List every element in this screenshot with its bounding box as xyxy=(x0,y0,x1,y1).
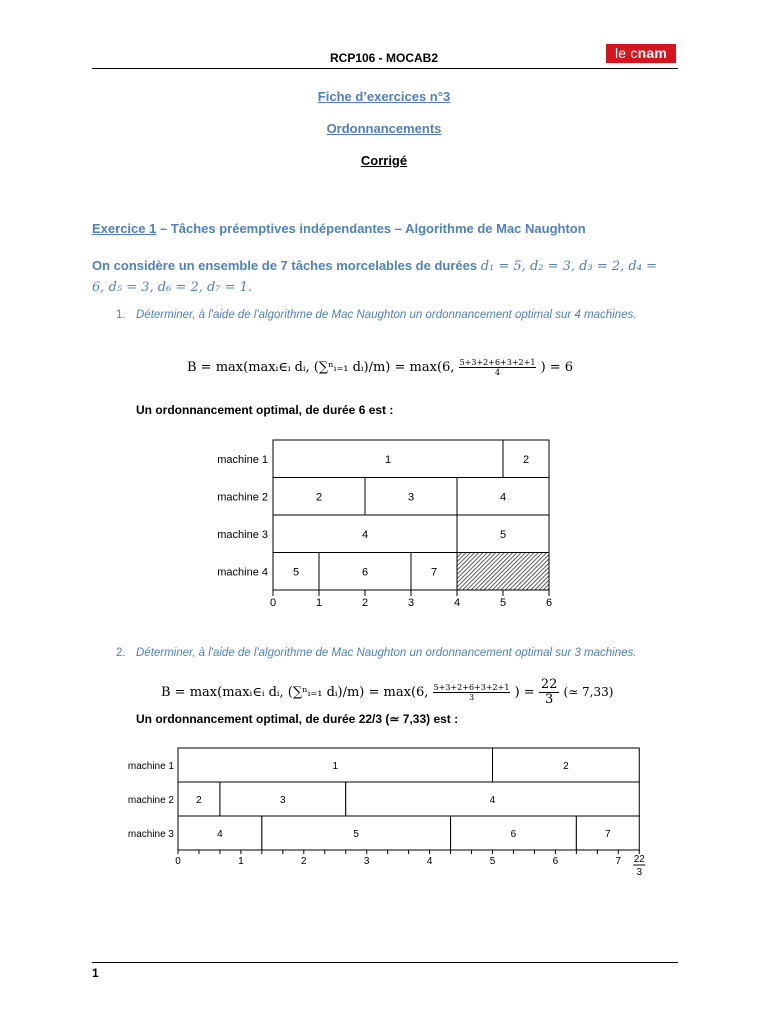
g2-tick-label: 6 xyxy=(552,856,559,867)
g2-machine-label-2: machine 2 xyxy=(127,795,174,806)
q1-result-label: Un ordonnancement optimal, de durée 6 est : xyxy=(136,403,394,417)
g2-task-label: 1 xyxy=(332,761,339,772)
formula-1-fraction xyxy=(459,358,537,377)
g2-end-label-den: 3 xyxy=(636,867,643,878)
g1-task-label: 7 xyxy=(430,566,438,579)
g1-machine-label-3: machine 3 xyxy=(217,528,268,541)
formula-2-right: (≃ 7,33) xyxy=(563,685,614,699)
formula-2 xyxy=(161,678,613,707)
g1-task-label: 5 xyxy=(292,566,300,579)
logo-text-part-2: nam xyxy=(637,45,667,61)
exercise-1-title: – Tâches préemptives indépendantes – Algorithme de Mac Naughton xyxy=(156,221,586,236)
cnam-logo xyxy=(606,44,676,63)
gantt-chart-4-machines xyxy=(200,432,570,617)
g1-machine-label-2: machine 2 xyxy=(217,491,268,504)
formula-1-left: B = max(maxᵢ∈ᵢ dᵢ, (∑ⁿᵢ₌₁ dᵢ)/m) = max(6, xyxy=(187,360,455,375)
g2-tick-label: 4 xyxy=(426,856,433,867)
g2-task-label: 4 xyxy=(217,829,223,840)
formula-2-left: B = max(maxᵢ∈ᵢ dᵢ, (∑ⁿᵢ₌₁ dᵢ)/m) = max(6, xyxy=(161,685,429,700)
exercise-1-intro xyxy=(92,256,678,298)
logo-text-part-1: le c xyxy=(615,45,638,61)
g1-task-label: 4 xyxy=(499,491,507,504)
q2-result-label: Un ordonnancement optimal, de durée 22/3 (≃ 7,33) est : xyxy=(136,712,459,726)
g2-machine-label-3: machine 3 xyxy=(127,829,174,840)
durations-line-1: d₁ = 5, d₂ = 3, d₃ = 2, d₄ = xyxy=(480,259,657,274)
formula-1 xyxy=(187,358,573,377)
g1-tick-label: 5 xyxy=(499,597,507,609)
g2-tick-label: 0 xyxy=(175,856,181,867)
topic-title: Ordonnancements xyxy=(326,121,442,136)
g1-tick-label: 2 xyxy=(361,597,369,609)
g2-task-label: 3 xyxy=(280,795,286,806)
g1-machine-label-4: machine 4 xyxy=(217,566,268,579)
g1-task-label: 2 xyxy=(315,491,323,504)
g1-machine-label-1: machine 1 xyxy=(217,453,268,466)
question-1 xyxy=(116,307,678,323)
g1-task-label: 2 xyxy=(522,453,530,466)
g2-task-label: 4 xyxy=(489,795,496,806)
g1-tick-label: 1 xyxy=(315,597,323,609)
g1-task-label: 5 xyxy=(499,528,507,541)
exercise-1-link[interactable]: Exercice 1 xyxy=(92,221,157,236)
g1-task-label: 6 xyxy=(361,566,369,579)
g1-task-label: 3 xyxy=(407,491,415,504)
header-rule xyxy=(92,68,678,69)
corrige-title: Corrigé xyxy=(360,153,408,168)
formula-2-fraction xyxy=(433,683,511,702)
footer-rule xyxy=(92,962,678,963)
question-1-number: 1. xyxy=(116,309,126,321)
page-number: 1 xyxy=(92,966,99,980)
formula-2-big-den: 3 xyxy=(544,692,554,707)
document-header-title: RCP106 - MOCAB2 xyxy=(329,51,439,65)
exercise-1-heading xyxy=(92,221,586,236)
g1-tick-label: 4 xyxy=(453,597,461,609)
g2-task-label: 2 xyxy=(563,761,569,772)
formula-2-mid: ) = xyxy=(514,685,535,700)
formula-2-frac-den: 3 xyxy=(468,693,475,702)
formula-2-big-num: 22 xyxy=(540,677,558,692)
intro-text: On considère un ensemble de 7 tâches morcelables de durées xyxy=(92,258,478,273)
g1-task-label: 4 xyxy=(361,528,369,541)
g2-end-label-num: 22 xyxy=(633,854,645,865)
formula-2-frac-num: 5+3+2+6+3+2+1 xyxy=(433,683,510,692)
question-2 xyxy=(116,645,678,661)
formula-1-frac-num: 5+3+2+6+3+2+1 xyxy=(459,358,536,367)
question-1-text: Déterminer, à l'aide de l'algorithme de Mac Naughton un ordonnancement optimal sur 4 machines. xyxy=(136,309,637,321)
g2-tick-label: 7 xyxy=(615,856,622,867)
g2-tick-label: 3 xyxy=(363,856,370,867)
g1-tick-label: 0 xyxy=(269,597,277,609)
g1-task-label: 1 xyxy=(384,453,392,466)
formula-1-right: ) = 6 xyxy=(540,360,574,375)
g2-task-label: 6 xyxy=(510,829,517,840)
g2-task-label: 7 xyxy=(605,829,611,840)
question-2-text: Déterminer, à l'aide de l'algorithme de Mac Naughton un ordonnancement optimal sur 3 machines. xyxy=(136,647,637,659)
g2-tick-label: 5 xyxy=(489,856,496,867)
g2-machine-label-1: machine 1 xyxy=(127,761,174,772)
g2-tick-label: 2 xyxy=(301,856,307,867)
g1-tick-label: 6 xyxy=(545,597,553,609)
gantt-chart-3-machines xyxy=(110,740,660,890)
question-2-number: 2. xyxy=(116,647,126,659)
formula-2-big-fraction xyxy=(539,678,560,707)
g2-task-label: 5 xyxy=(353,829,359,840)
g1-idle-block xyxy=(457,553,549,591)
g2-tick-label: 1 xyxy=(238,856,244,867)
durations-line-2: 6, d₅ = 3, d₆ = 2, d₇ = 1. xyxy=(92,280,253,295)
sheet-title: Fiche d’exercices n°3 xyxy=(317,89,451,104)
g2-task-label: 2 xyxy=(196,795,202,806)
g1-tick-label: 3 xyxy=(407,597,415,609)
formula-1-frac-den: 4 xyxy=(494,368,501,377)
